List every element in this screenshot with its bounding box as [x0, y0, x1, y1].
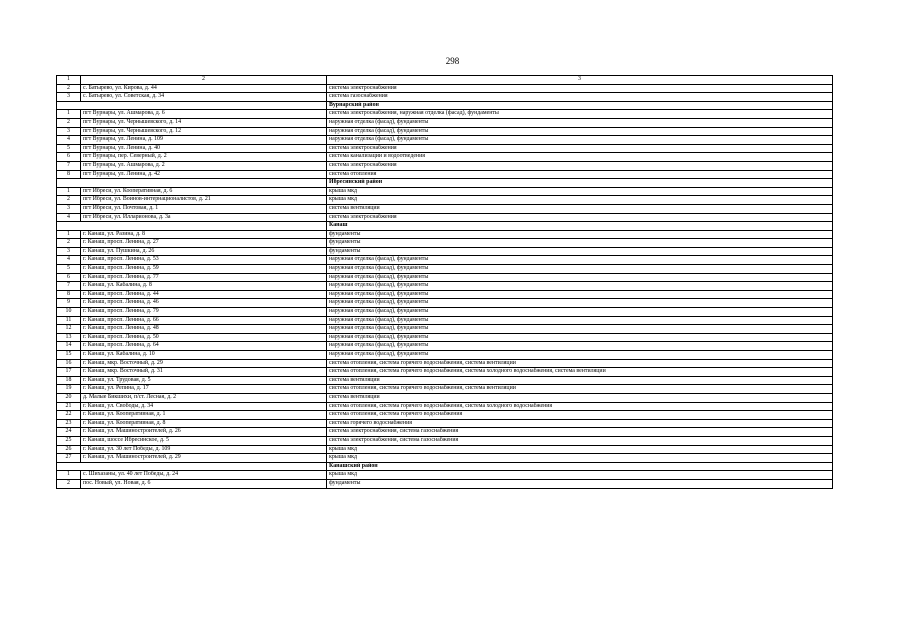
row-number: 9: [57, 299, 81, 308]
row-address: г. Канаш, ул. Кабалина, д. 8: [81, 282, 327, 291]
table-row: [57, 273, 833, 282]
table-row: [57, 479, 833, 488]
table-row: [57, 290, 833, 299]
section-empty-cell: [57, 101, 327, 110]
row-work: наружная отделка (фасад), фундаменты: [327, 316, 833, 325]
table-row: [57, 428, 833, 437]
row-address: г. Канаш, ул. 30 лет Победы, д. 109: [81, 445, 327, 454]
row-number: 8: [57, 170, 81, 179]
row-work: крыша мкд: [327, 187, 833, 196]
row-address: с. Батырево, ул. Советская, д. 34: [81, 93, 327, 102]
row-address: г. Канаш, ул. Свободы, д. 34: [81, 402, 327, 411]
table-row: [57, 204, 833, 213]
section-title: Канаш: [327, 222, 833, 231]
row-address: г. Канаш, просп. Ленина, д. 27: [81, 239, 327, 248]
row-address: пгт Вурнары, ул. Ленина, д. 42: [81, 170, 327, 179]
objects-table: [56, 75, 833, 489]
row-number: 23: [57, 419, 81, 428]
table-row: [57, 308, 833, 317]
row-address: г. Канаш, мкр. Восточный, д. 31: [81, 368, 327, 377]
table-row: [57, 419, 833, 428]
row-address: г. Канаш, шоссе Ибресинское, д. 5: [81, 436, 327, 445]
row-address: пгт Вурнары, ул. Ашмарова, д. 2: [81, 161, 327, 170]
row-work: система вентиляции: [327, 393, 833, 402]
table-row: [57, 84, 833, 93]
row-work: наружная отделка (фасад), фундаменты: [327, 342, 833, 351]
section-title: Вурнарский район: [327, 101, 833, 110]
row-number: 4: [57, 213, 81, 222]
row-number: 8: [57, 290, 81, 299]
table-row: [57, 118, 833, 127]
table-row: [57, 213, 833, 222]
row-address: пгт Вурнары, ул. Чернышевского, д. 14: [81, 118, 327, 127]
row-address: г. Канаш, ул. Машиностроителей, д. 26: [81, 428, 327, 437]
row-address: г. Канаш, ул. Кооперативная, д. 1: [81, 411, 327, 420]
row-number: 1: [57, 187, 81, 196]
row-number: 3: [57, 127, 81, 136]
row-work: фундаменты: [327, 247, 833, 256]
row-number: 5: [57, 144, 81, 153]
table-row: [57, 316, 833, 325]
table-row: [57, 368, 833, 377]
table-row: [57, 110, 833, 119]
row-address: г. Канаш, просп. Ленина, д. 53: [81, 256, 327, 265]
row-address: г. Канаш, мкр. Восточный, д. 29: [81, 359, 327, 368]
row-address: пос. Новый, ул. Новая, д. 6: [81, 479, 327, 488]
table-row: [57, 393, 833, 402]
header-col-address: 2: [81, 76, 327, 85]
row-address: пгт Ибреси, ул. Илларионова, д. 3а: [81, 213, 327, 222]
row-address: г. Канаш, просп. Ленина, д. 44: [81, 290, 327, 299]
row-number: 12: [57, 325, 81, 334]
row-work: наружная отделка (фасад), фундаменты: [327, 351, 833, 360]
row-address: г. Канаш, ул. Репина, д. 17: [81, 385, 327, 394]
row-work: система электроснабжения: [327, 213, 833, 222]
row-address: пгт Ибреси, ул. Почтовая, д. 1: [81, 204, 327, 213]
row-work: фундаменты: [327, 230, 833, 239]
row-address: г. Канаш, просп. Ленина, д. 77: [81, 273, 327, 282]
row-address: д. Малые Бикшихи, п/ст. Лесная, д. 2: [81, 393, 327, 402]
row-address: г. Канаш, просп. Ленина, д. 46: [81, 299, 327, 308]
table-row: [57, 333, 833, 342]
row-work: система вентиляции: [327, 376, 833, 385]
row-address: с. Шихазаны, ул. 40 лет Победы, д. 24: [81, 471, 327, 480]
row-address: пгт Вурнары, пер. Северный, д. 2: [81, 153, 327, 162]
section-empty-cell: [57, 462, 327, 471]
row-number: 2: [57, 84, 81, 93]
section-empty-cell: [57, 222, 327, 231]
row-number: 15: [57, 351, 81, 360]
section-empty-cell: [57, 179, 327, 188]
table-row: [57, 376, 833, 385]
row-work: система отопления: [327, 170, 833, 179]
row-address: г. Канаш, ул. Кабалина, д. 10: [81, 351, 327, 360]
row-number: 18: [57, 376, 81, 385]
row-number: 1: [57, 230, 81, 239]
row-work: крыша мкд: [327, 454, 833, 463]
row-number: 17: [57, 368, 81, 377]
row-work: наружная отделка (фасад), фундаменты: [327, 118, 833, 127]
row-address: г. Канаш, ул. Кооперативная, д. 8: [81, 419, 327, 428]
row-work: система отопления, система горячего водоснабжения, система вентиляции: [327, 359, 833, 368]
row-work: система отопления, система горячего водоснабжения, система холодного водоснабжения, система вентиляции: [327, 368, 833, 377]
row-address: г. Канаш, просп. Ленина, д. 79: [81, 308, 327, 317]
row-address: г. Канаш, просп. Ленина, д. 64: [81, 342, 327, 351]
row-address: пгт Вурнары, ул. Чернышевского, д. 12: [81, 127, 327, 136]
table-row: [57, 325, 833, 334]
row-number: 11: [57, 316, 81, 325]
row-work: система электроснабжения: [327, 144, 833, 153]
row-number: 21: [57, 402, 81, 411]
section-row: [57, 179, 833, 188]
row-work: система электроснабжения, система газоснабжения: [327, 428, 833, 437]
row-number: 2: [57, 479, 81, 488]
row-number: 10: [57, 308, 81, 317]
table-body: [57, 76, 833, 489]
row-number: 27: [57, 454, 81, 463]
row-number: 19: [57, 385, 81, 394]
table-row: [57, 170, 833, 179]
table-row: [57, 144, 833, 153]
row-number: 1: [57, 471, 81, 480]
table-row: [57, 136, 833, 145]
row-address: г. Канаш, просп. Ленина, д. 66: [81, 316, 327, 325]
row-number: 2: [57, 196, 81, 205]
row-address: пгт Ибреси, ул. Воинов-интернационалистов, д. 21: [81, 196, 327, 205]
row-work: наружная отделка (фасад), фундаменты: [327, 256, 833, 265]
row-address: г. Канаш, просп. Ленина, д. 59: [81, 265, 327, 274]
row-address: г. Канаш, просп. Ленина, д. 48: [81, 325, 327, 334]
row-work: наружная отделка (фасад), фундаменты: [327, 136, 833, 145]
row-number: 14: [57, 342, 81, 351]
row-work: наружная отделка (фасад), фундаменты: [327, 325, 833, 334]
table-row: [57, 256, 833, 265]
row-number: 25: [57, 436, 81, 445]
row-number: 4: [57, 136, 81, 145]
row-number: 20: [57, 393, 81, 402]
row-address: г. Канаш, ул. Трудовая, д. 5: [81, 376, 327, 385]
table-row: [57, 230, 833, 239]
row-work: наружная отделка (фасад), фундаменты: [327, 127, 833, 136]
table-row: [57, 282, 833, 291]
table-row: [57, 247, 833, 256]
table-row: [57, 342, 833, 351]
table-header-row: [57, 76, 833, 85]
table-row: [57, 445, 833, 454]
row-work: наружная отделка (фасад), фундаменты: [327, 333, 833, 342]
row-work: система вентиляции: [327, 204, 833, 213]
table-row: [57, 127, 833, 136]
header-col-work: 3: [327, 76, 833, 85]
row-address: пгт Вурнары, ул. Ленина, д. 109: [81, 136, 327, 145]
table-row: [57, 265, 833, 274]
row-work: система отопления, система горячего водоснабжения, система холодного водоснабжения: [327, 402, 833, 411]
row-address: с. Батырево, ул. Кирова, д. 44: [81, 84, 327, 93]
row-work: система горячего водоснабжения: [327, 419, 833, 428]
row-work: система газоснабжения: [327, 93, 833, 102]
section-row: [57, 462, 833, 471]
row-number: 3: [57, 204, 81, 213]
table-row: [57, 411, 833, 420]
section-title: Ибресинский район: [327, 179, 833, 188]
row-work: система электроснабжения: [327, 84, 833, 93]
section-row: [57, 222, 833, 231]
row-address: г. Канаш, ул. Пушкина, д. 26: [81, 247, 327, 256]
table-row: [57, 359, 833, 368]
row-address: г. Канаш, ул. Машиностроителей, д. 29: [81, 454, 327, 463]
row-work: крыша мкд: [327, 471, 833, 480]
table-row: [57, 187, 833, 196]
row-work: фундаменты: [327, 239, 833, 248]
row-address: пгт Вурнары, ул. Ленина, д. 40: [81, 144, 327, 153]
table-row: [57, 436, 833, 445]
row-number: 24: [57, 428, 81, 437]
row-work: система электроснабжения, система газоснабжения: [327, 436, 833, 445]
row-number: 2: [57, 239, 81, 248]
row-number: 3: [57, 93, 81, 102]
row-number: 3: [57, 247, 81, 256]
row-work: система электроснабжения, наружная отделка (фасад), фундаменты: [327, 110, 833, 119]
section-title: Канашский район: [327, 462, 833, 471]
row-work: наружная отделка (фасад), фундаменты: [327, 265, 833, 274]
table-row: [57, 299, 833, 308]
row-address: пгт Вурнары, ул. Ашмарова, д. 6: [81, 110, 327, 119]
row-work: система отопления, система горячего водоснабжения: [327, 411, 833, 420]
row-number: 7: [57, 161, 81, 170]
row-address: г. Канаш, ул. Разина, д. 8: [81, 230, 327, 239]
row-number: 7: [57, 282, 81, 291]
table-row: [57, 385, 833, 394]
row-number: 1: [57, 110, 81, 119]
row-number: 6: [57, 153, 81, 162]
table-row: [57, 402, 833, 411]
row-number: 4: [57, 256, 81, 265]
row-work: наружная отделка (фасад), фундаменты: [327, 273, 833, 282]
row-work: наружная отделка (фасад), фундаменты: [327, 308, 833, 317]
row-work: система отопления, система горячего водоснабжения, система вентиляции: [327, 385, 833, 394]
row-number: 16: [57, 359, 81, 368]
row-work: система канализации и водоотведения: [327, 153, 833, 162]
row-number: 2: [57, 118, 81, 127]
row-work: система электроснабжения: [327, 161, 833, 170]
page-number: 298: [445, 56, 460, 66]
table-row: [57, 196, 833, 205]
row-work: наружная отделка (фасад), фундаменты: [327, 290, 833, 299]
row-number: 26: [57, 445, 81, 454]
row-number: 5: [57, 265, 81, 274]
table-row: [57, 351, 833, 360]
header-col-number: 1: [57, 76, 81, 85]
table-row: [57, 161, 833, 170]
row-work: наружная отделка (фасад), фундаменты: [327, 282, 833, 291]
row-address: г. Канаш, просп. Ленина, д. 50: [81, 333, 327, 342]
row-work: фундаменты: [327, 479, 833, 488]
table-row: [57, 239, 833, 248]
table-row: [57, 93, 833, 102]
table-row: [57, 471, 833, 480]
row-number: 13: [57, 333, 81, 342]
section-row: [57, 101, 833, 110]
table-row: [57, 153, 833, 162]
row-work: наружная отделка (фасад), фундаменты: [327, 299, 833, 308]
row-number: 6: [57, 273, 81, 282]
row-work: крыша мкд: [327, 445, 833, 454]
table-row: [57, 454, 833, 463]
row-address: пгт Ибреси, ул. Кооперативная, д. 6: [81, 187, 327, 196]
row-number: 22: [57, 411, 81, 420]
row-work: крыша мкд: [327, 196, 833, 205]
